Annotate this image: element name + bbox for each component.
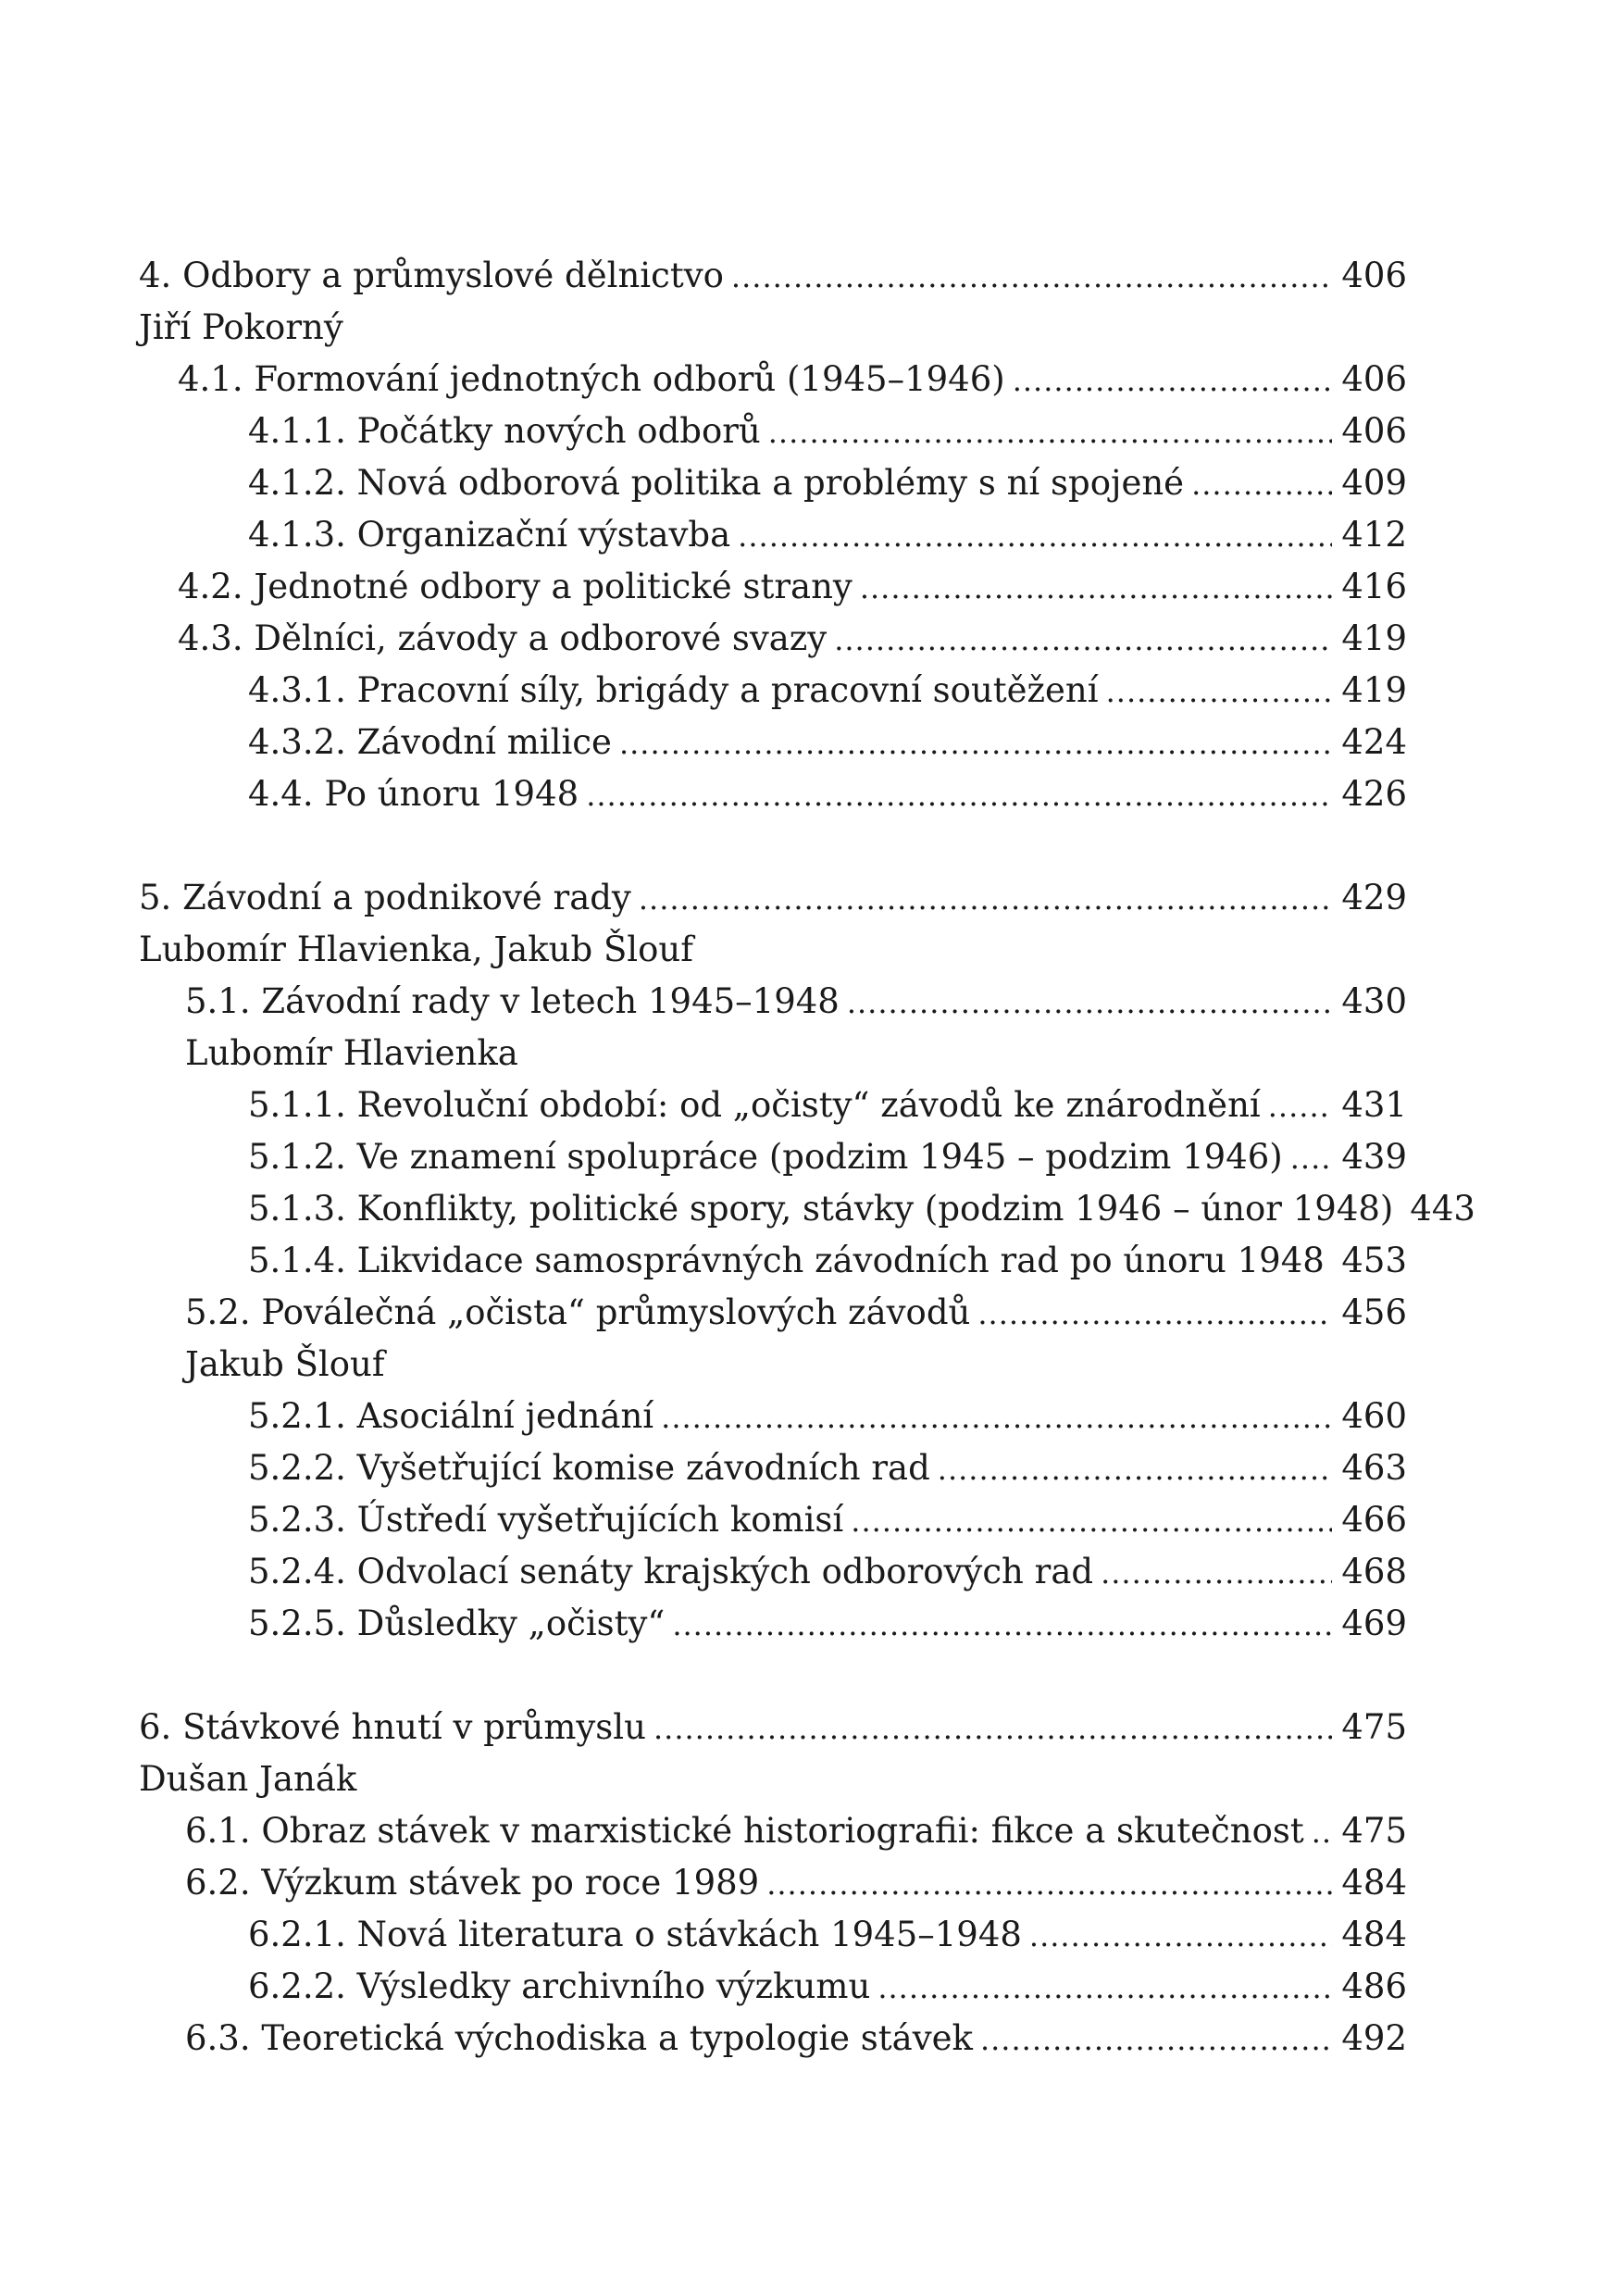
toc-entry-page-number: 484 (1341, 1915, 1407, 1954)
toc-entry[interactable] (139, 613, 1407, 665)
dot-leader (661, 1391, 1332, 1443)
toc-entry-page-number: 416 (1341, 567, 1407, 606)
toc-entry-title: 4.1.3. Organizační výstavba (248, 515, 731, 555)
dot-leader (1332, 1236, 1333, 1288)
toc-entry-title: 6.2. Výzkum stávek po roce 1989 (185, 1863, 760, 1903)
toc-entry-page-number: 460 (1341, 1396, 1407, 1436)
toc-entry-title: 6.3. Teoretická východiska a typologie stávek (185, 2018, 973, 2058)
dot-leader (1268, 1080, 1333, 1132)
toc-entry[interactable] (139, 1131, 1407, 1183)
toc-author: Lubomír Hlavienka (185, 1033, 518, 1073)
toc-entry[interactable] (139, 1598, 1407, 1650)
toc-entry-title: 4.1.1. Počátky nových odborů (248, 411, 761, 451)
toc-entry-page-number: 453 (1341, 1241, 1407, 1280)
toc-entry-title: 5.2.2. Vyšetřující komise závodních rad (248, 1448, 930, 1488)
toc-entry-page-number: 431 (1341, 1085, 1407, 1125)
toc-entry-page-number: 475 (1341, 1811, 1407, 1851)
toc-entry-title: 4.3. Dělníci, závody a odborové svazy (178, 618, 828, 658)
toc-entry[interactable] (139, 1287, 1407, 1339)
toc-entry-title: 6.2.2. Výsledky archivního výzkumu (248, 1966, 871, 2006)
toc-entry-title: 6.2.1. Nová literatura o stávkách 1945–1948 (248, 1915, 1022, 1954)
dot-leader (877, 1962, 1332, 2014)
toc-entry-page-number: 469 (1341, 1603, 1407, 1643)
toc-entry[interactable] (139, 976, 1407, 1028)
toc-entry[interactable] (139, 1961, 1407, 2013)
dot-leader (619, 718, 1332, 769)
toc-author: Jakub Šlouf (185, 1344, 385, 1384)
dot-leader (766, 1858, 1332, 1910)
dot-leader (672, 1599, 1332, 1651)
toc-entry-title: 4.2. Jednotné odbory a politické strany (178, 567, 853, 606)
dot-leader (768, 406, 1333, 458)
toc-entry-title: 4. Odbory a průmyslové dělnictvo (139, 256, 724, 295)
toc-entry[interactable] (139, 1391, 1407, 1442)
toc-entry-title: 5.2.1. Asociální jednání (248, 1396, 654, 1436)
dot-leader (1312, 1806, 1333, 1858)
toc-entry-page-number: 429 (1341, 878, 1407, 917)
toc-entry-page-number: 484 (1341, 1863, 1407, 1903)
dot-leader (1101, 1547, 1332, 1599)
dot-leader (738, 510, 1332, 562)
toc-entry-page-number: 456 (1341, 1292, 1407, 1332)
toc-author: Jiří Pokorný (139, 307, 343, 347)
toc-entry-page-number: 419 (1341, 618, 1407, 658)
dot-leader (980, 2014, 1332, 2065)
toc-entry[interactable] (139, 717, 1407, 768)
toc-entry-title: 5.2.3. Ústředí vyšetřujících komisí (248, 1500, 844, 1540)
toc-entry-page-number: 463 (1341, 1448, 1407, 1488)
toc-entry[interactable] (139, 1909, 1407, 1961)
toc-entry-page-number: 430 (1341, 981, 1407, 1021)
toc-entry-title: 6.1. Obraz stávek v marxistické historiografii: fikce a skutečnost (185, 1811, 1304, 1851)
toc-entry-page-number: 406 (1341, 256, 1407, 295)
dot-leader (639, 873, 1333, 925)
toc-entry[interactable] (139, 1442, 1407, 1494)
toc-entry-title: 5.1.2. Ve znamení spolupráce (podzim 1945 – podzim 1946) (248, 1137, 1283, 1177)
toc-entry[interactable] (139, 1702, 1407, 1753)
toc-entry-page-number: 409 (1341, 463, 1407, 503)
toc-entry-title: 5. Závodní a podnikové rady (139, 878, 631, 917)
toc-entry[interactable] (139, 1183, 1475, 1235)
toc-entry-title: 6. Stávkové hnutí v průmyslu (139, 1707, 646, 1747)
dot-leader (977, 1288, 1332, 1340)
toc-entry-page-number: 406 (1341, 359, 1407, 399)
toc-entry-title: 5.1.1. Revoluční období: od „očisty“ závodů ke znárodnění (248, 1085, 1261, 1125)
toc-entry-page-number: 419 (1341, 670, 1407, 710)
toc-entry[interactable] (139, 250, 1407, 302)
dot-leader (1013, 355, 1333, 406)
toc-author: Lubomír Hlavienka, Jakub Šlouf (139, 930, 693, 969)
toc-entry[interactable] (139, 1805, 1407, 1857)
dot-leader (851, 1495, 1332, 1547)
toc-author: Dušan Janák (139, 1759, 357, 1799)
toc-entry-page-number: 412 (1341, 515, 1407, 555)
toc-entry-title: 5.2.5. Důsledky „očisty“ (248, 1603, 666, 1643)
dot-leader (1290, 1132, 1333, 1184)
toc-entry[interactable] (139, 1235, 1407, 1287)
toc-entry-title: 4.1.2. Nová odborová politika a problémy s ní spojené (248, 463, 1185, 503)
toc-entry-page-number: 443 (1410, 1189, 1475, 1229)
toc-entry[interactable] (139, 561, 1407, 613)
toc-entry[interactable] (139, 872, 1407, 924)
toc-entry[interactable] (139, 406, 1407, 457)
dot-leader (586, 769, 1332, 821)
toc-entry-title: 4.1. Formování jednotných odborů (1945–1946) (178, 359, 1005, 399)
section-spacer (139, 820, 1407, 872)
toc-entry-title: 4.4. Po únoru 1948 (248, 774, 579, 814)
toc-entry[interactable] (139, 354, 1407, 406)
toc-entry-page-number: 468 (1341, 1552, 1407, 1591)
toc-entry-title: 5.1. Závodní rady v letech 1945–1948 (185, 981, 840, 1021)
toc-entry-page-number: 439 (1341, 1137, 1407, 1177)
dot-leader (847, 977, 1333, 1029)
toc-entry-page-number: 424 (1341, 722, 1407, 762)
dot-leader (1106, 666, 1333, 718)
dot-leader (834, 614, 1332, 666)
dot-leader (1191, 458, 1332, 510)
toc-entry[interactable] (139, 768, 1407, 820)
toc-entry-title: 4.3.2. Závodní milice (248, 722, 612, 762)
toc-entry[interactable] (139, 1546, 1407, 1598)
toc-entry[interactable] (139, 665, 1407, 717)
toc-entry[interactable] (139, 1079, 1407, 1131)
dot-leader (1029, 1910, 1332, 1962)
toc-entry-page-number: 492 (1341, 2018, 1407, 2058)
dot-leader (731, 251, 1332, 303)
toc-entry-title: 5.1.3. Konflikty, politické spory, stávky (podzim 1946 – únor 1948) (248, 1189, 1394, 1229)
toc-entry[interactable] (139, 457, 1407, 509)
toc-entry-page-number: 475 (1341, 1707, 1407, 1747)
toc-entry-title: 4.3.1. Pracovní síly, brigády a pracovní soutěžení (248, 670, 1099, 710)
toc-entry[interactable] (139, 1494, 1407, 1546)
toc-entry-page-number: 406 (1341, 411, 1407, 451)
toc-entry-page-number: 426 (1341, 774, 1407, 814)
toc-entry-title: 5.1.4. Likvidace samosprávných závodních rad po únoru 1948 (248, 1241, 1325, 1280)
table-of-contents (139, 250, 1475, 2065)
toc-entry[interactable] (139, 509, 1407, 561)
toc-entry[interactable] (139, 1857, 1407, 1909)
toc-entry-title: 5.2.4. Odvolací senáty krajských odborových rad (248, 1552, 1094, 1591)
dot-leader (860, 562, 1333, 614)
dot-leader (938, 1443, 1333, 1495)
toc-entry-page-number: 486 (1341, 1966, 1407, 2006)
section-spacer (139, 1650, 1407, 1702)
toc-entry[interactable] (139, 2013, 1407, 2065)
toc-entry-title: 5.2. Poválečná „očista“ průmyslových závodů (185, 1292, 971, 1332)
dot-leader (653, 1703, 1332, 1754)
toc-entry-page-number: 466 (1341, 1500, 1407, 1540)
